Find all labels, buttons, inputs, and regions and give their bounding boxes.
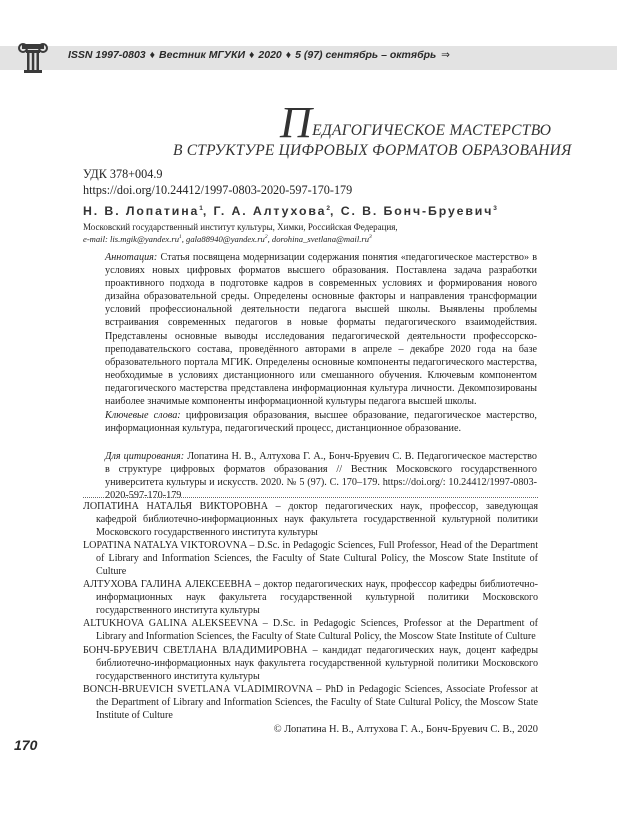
keywords-text: цифровизация образования, высшее образование, педагогическое мастерство, информационная культура, педагогический процесс, дистанционное образование. (105, 410, 537, 435)
author-info-item (83, 683, 538, 722)
page-number: 170 (14, 737, 38, 753)
author-info-item (83, 539, 538, 578)
email-sup: 1 (179, 234, 182, 241)
dotted-divider (83, 497, 538, 498)
author-info-name: LOPATINA NATALYA VIKTOROVNA (83, 540, 247, 551)
arrow-icon: ⇒ (441, 49, 450, 61)
author-info-text: – доктор педагогических наук, профессор кафедры библиотечно-информационных наук факультета государственной культурной политики Московского государственного института культуры (96, 579, 538, 616)
email-link[interactable]: lis.mgik@yandex.ru (109, 234, 179, 244)
email-link[interactable]: dorohina_svetlana@mail.ru (271, 234, 369, 244)
author-info-item (83, 578, 538, 617)
author-name: Г. А. Алтухова (213, 204, 327, 218)
keywords-label: Ключевые слова: (105, 410, 181, 421)
year: 2020 (258, 49, 282, 61)
keywords (105, 409, 537, 435)
author-info-text: – D.Sc. in Pedagogic Sciences, Full Professor, Head of the Department of Library and Information Sciences, the Faculty of State Cultural Policy, the Moscow State Institute of Culture (96, 540, 539, 577)
author-info-text: – D.Sc. in Pedagogic Sciences, Professor at the Department of Library and Information Sciences, the Faculty of State Cultural Policy, the Moscow State Institute of Culture (96, 618, 538, 642)
author-emails: e-mail: $lis.mgik@yandex.ru^1$, $gala88940@yandex.ru^2$, $dorohina\_svetlana@mail.ru^3$ (83, 234, 372, 244)
author-list: Н. В. Лопатина$^1$, Г. А. Алтухова$^2$, С. В. Бонч-Бруевич$^3$ (83, 204, 497, 218)
journal-header (68, 49, 450, 61)
author-info-item (83, 617, 538, 643)
author-info-text: – PhD in Pedagogic Sciences, Associate Professor at the Department of Library and Information Sciences, the Faculty of State Cultural Policy, the Moscow State Institute of Culture (96, 684, 538, 721)
author-info-name: АЛТУХОВА ГАЛИНА АЛЕКСЕЕВНА (83, 579, 252, 590)
author-info-name: ALTUKHOVA GALINA ALEKSEEVNA (83, 618, 258, 629)
author-info-text: – кандидат педагогических наук, доцент кафедры библиотечно-информационных наук факультета государственной культурной политики Московского государственного института культуры (96, 645, 538, 682)
author-sup: 2 (326, 204, 331, 212)
author-info-item (83, 644, 538, 683)
email-sup: 3 (369, 234, 372, 241)
bullet-icon: ♦ (149, 49, 155, 61)
author-sup: 3 (493, 204, 497, 212)
email-prefix: e-mail: (83, 234, 108, 244)
author-sup: 1 (199, 204, 203, 212)
citation-text: Лопатина Н. В., Алтухова Г. А., Бонч-Бруевич С. В. Педагогическое мастерство в структуре цифровых форматов образования // Вестник Московского государственного университета культуры и искусств. 2020. № 5 (97). С. 170–179. https://doi.org/: 10.24412/1997-0803-2020-597-170-179 (105, 451, 537, 502)
abstract-label: Аннотация: (105, 252, 158, 263)
article-title-line1 (280, 98, 552, 147)
issn: ISSN 1997-0803 (68, 49, 146, 61)
issue: 5 (97) сентябрь – октябрь (295, 49, 437, 61)
author-info-name: БОНЧ-БРУЕВИЧ СВЕТЛАНА ВЛАДИМИРОВНА (83, 645, 308, 656)
author-info-text: – доктор педагогических наук, профессор, заведующая кафедрой библиотечно-информационных наук факультета государственной культурной политики Московского государственного института культуры (96, 501, 538, 538)
udc-code: УДК 378+004.9 (83, 167, 163, 181)
author-info-item (83, 500, 538, 539)
author-name: С. В. Бонч-Бруевич (340, 204, 494, 218)
author-info-name: ЛОПАТИНА НАТАЛЬЯ ВИКТОРОВНА (83, 501, 269, 512)
abstract (105, 251, 537, 408)
title-initial: П (280, 98, 313, 147)
email-sup: 2 (264, 234, 268, 241)
bullet-icon: ♦ (249, 49, 255, 61)
affiliation: Московский государственный институт культуры, Химки, Российская Федерация, (83, 222, 398, 232)
abstract-text: Статья посвящена модернизации содержания понятия «педагогическое мастерство» в условиях новых цифровых форматов высшего образования. Поставлена задача разработки проактивного подхода в подготовке кадров в современных условиях и формирования нового дизайна образовательной среды. Определены основные факторы и направления трансформации условий профессиональной деятельности педагога высшей школы. Выявлены проблемы встраивания современных педагогов в новые форматы педагогического взаимодействия. Представлены основные выводы исследования педагогической деятельности профессорско-преподавательского состава, проведённого авторами в апреле – декабре 2020 года на базе образовательного портала МГИК. Определены основные компоненты педагогического мастерства, необходимые в условиях дистанционного или смешанного обучения. Ключевым компонентом педагогического мастерства представлена информационная культура личности. Декомпозированы наиболее значимые компоненты информационной культуры педагога высшей школы. (105, 252, 538, 408)
journal-logo-icon (12, 42, 52, 74)
email-link[interactable]: gala88940@yandex.ru (186, 234, 265, 244)
copyright: © Лопатина Н. В., Алтухова Г. А., Бонч-Бруевич С. В., 2020 (273, 724, 538, 735)
article-title-line2: В СТРУКТУРЕ ЦИФРОВЫХ ФОРМАТОВ ОБРАЗОВАНИЯ (173, 142, 572, 159)
author-info-name: BONCH-BRUEVICH SVETLANA VLADIMIROVNA (83, 684, 313, 695)
title-rest: ЕДАГОГИЧЕСКОЕ МАСТЕРСТВО (312, 122, 552, 139)
doi-link[interactable]: https://doi.org/10.24412/1997-0803-2020-597-170-179 (83, 183, 353, 197)
bullet-icon: ♦ (285, 49, 292, 61)
citation (105, 450, 537, 502)
citation-label: Для цитирования: (105, 451, 185, 462)
author-name: Н. В. Лопатина (83, 204, 200, 218)
journal-name: Вестник МГУКИ (159, 49, 246, 61)
